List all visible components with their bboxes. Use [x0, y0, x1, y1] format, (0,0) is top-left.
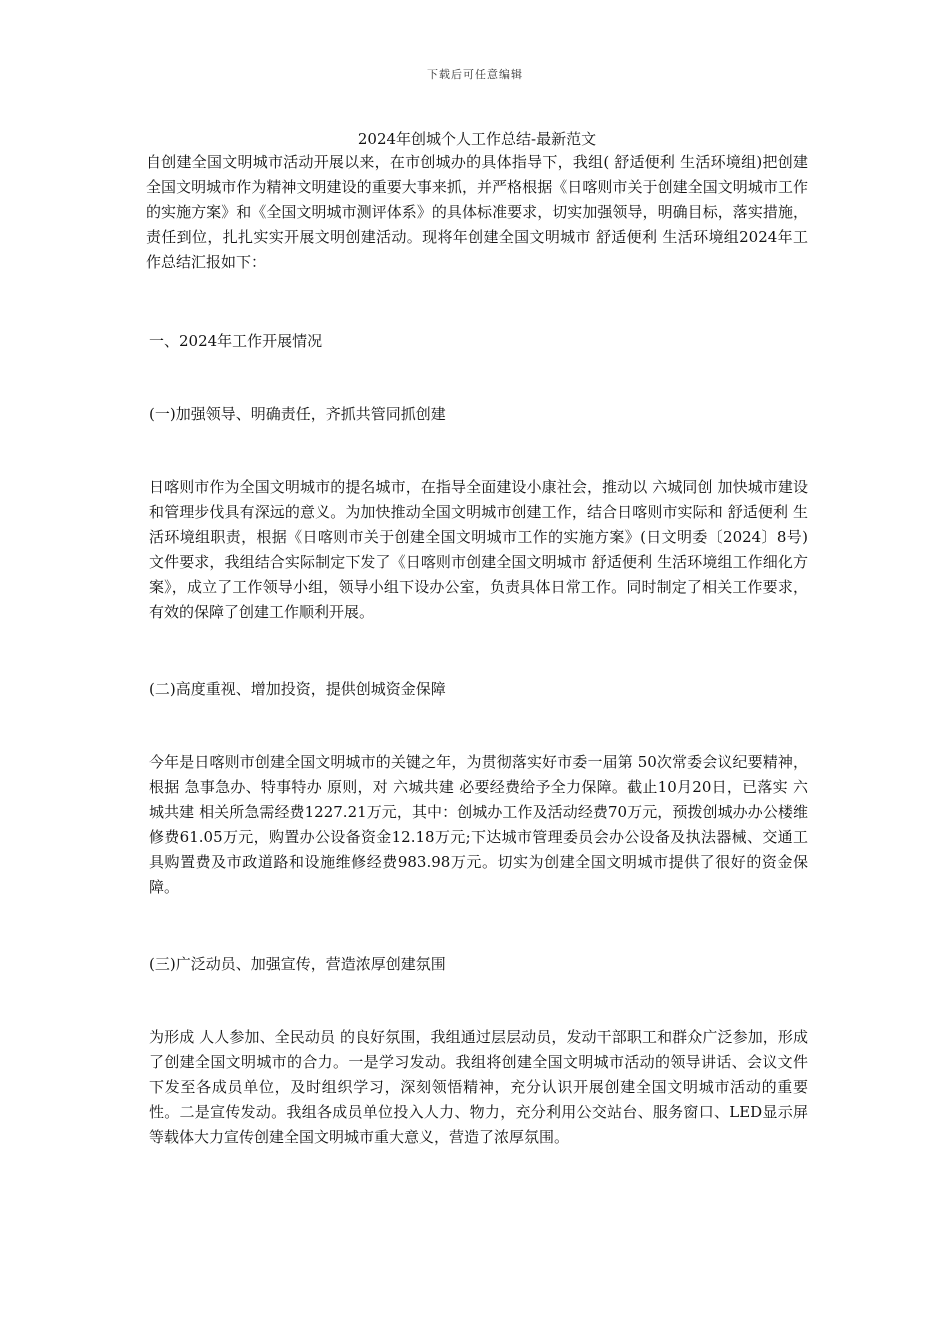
document-title: 2024年创城个人工作总结-最新范文 — [357, 130, 597, 148]
section-heading: 一、2024年工作开展情况 — [149, 332, 323, 350]
subsection-body-3: 为形成 人人参加、全民动员 的良好氛围，我组通过层层动员，发动干部职工和群众广泛参加，形成了创建全国文明城市的合力。一是学习发动。我组将创建全国文明城市活动的领导讲话、会议文件下发至各成员单位，及时组织学习，深刻领悟精神，充分认识开展创建全国文明城市活动的重要性。二是宣传发动。我组各成员单位投入人力、物力，充分利用公交站台、服务窗口、LED显示屏等载体大力宣传创建全国文明城市重大意义，营造了浓厚氛围。 — [149, 1028, 808, 1146]
spacer — [146, 275, 808, 329]
subsection-body-1: 日喀则市作为全国文明城市的提名城市，在指导全面建设小康社会，推动以 六城同创 加快城市建设和管理步伐具有深远的意义。为加快推动全国文明城市创建工作，结合日喀则市实际和 舒适便利 生活环境组职责，根据《日喀则市关于创建全国文明城市工作的实施方案》(日文明委〔2024〕8号)文件要求，我组结合实际制定下发了《日喀则市创建全国文明城市 舒适便利 生活环境组工作细化方案》，成立了工作领导小组，领导小组下设办公室，负责具体日常工作。同时制定了相关工作要求，有效的保障了创建工作顺利开展。 — [149, 478, 808, 621]
spacer — [146, 702, 808, 750]
spacer — [146, 900, 808, 952]
subsection-heading-3: (三)广泛动员、加强宣传，营造浓厚创建氛围 — [149, 955, 446, 973]
spacer — [146, 977, 808, 1025]
document-body — [146, 128, 808, 1150]
spacer — [146, 427, 808, 475]
spacer — [146, 625, 808, 677]
subsection-body-2: 今年是日喀则市创建全国文明城市的关键之年，为贯彻落实好市委一届第 50次常委会议纪要精神，根据 急事急办、特事特办 原则，对 六城共建 必要经费给予全力保障。截止10月20日，已落实 六城共建 相关所急需经费1227.21万元，其中：创城办工作及活动经费70万元，预拨创城办办公楼维修费61.05万元，购置办公设备资金12.18万元;下达城市管理委员会办公设备及执法器械、交通工具购置费及市政道路和设施维修经费983.98万元。切实为创建全国文明城市提供了很好的资金保障。 — [149, 753, 808, 896]
intro-paragraph: 自创建全国文明城市活动开展以来，在市创城办的具体指导下，我组( 舒适便利 生活环境组)把创建全国文明城市作为精神文明建设的重要大事来抓，并严格根据《日喀则市关于创建全国文明城市工作的实施方案》和《全国文明城市测评体系》的具体标准要求，切实加强领导，明确目标，落实措施，责任到位，扎扎实实开展文明创建活动。现将年创建全国文明城市 舒适便利 生活环境组2024年工作总结汇报如下： — [146, 153, 808, 271]
spacer — [146, 354, 808, 402]
header-note: 下载后可任意编辑 — [427, 68, 523, 81]
subsection-heading-2: (二)高度重视、增加投资，提供创城资金保障 — [149, 680, 446, 698]
subsection-heading-1: (一)加强领导、明确责任，齐抓共管同抓创建 — [149, 405, 446, 423]
